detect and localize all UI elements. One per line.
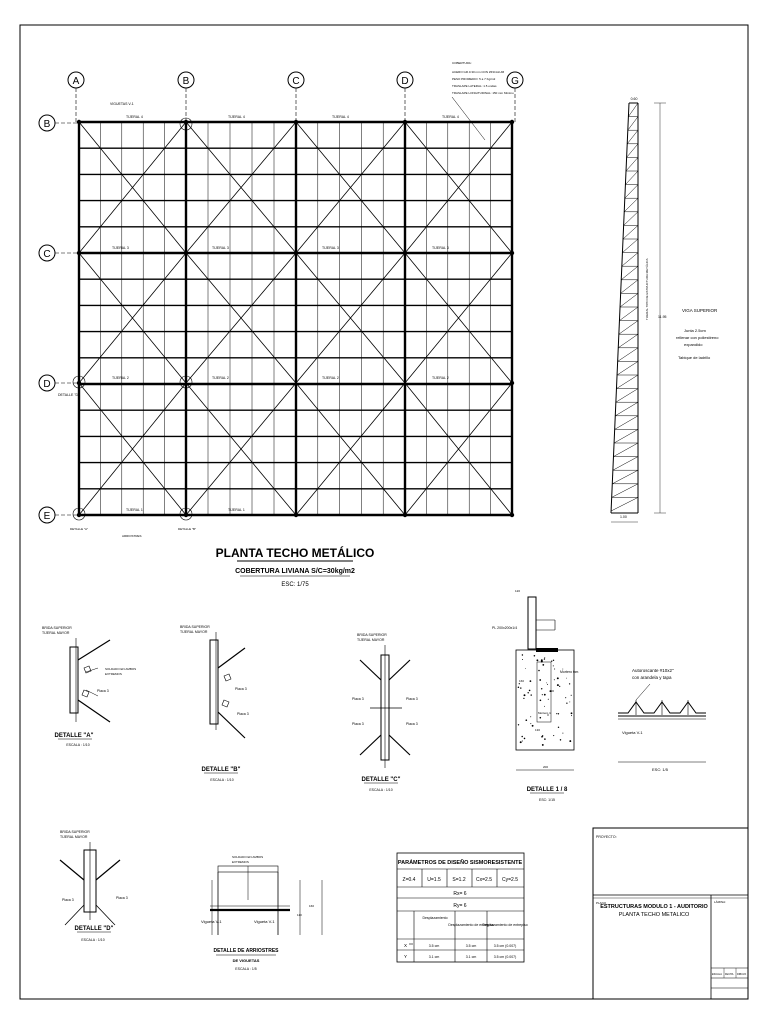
- arriostres-note: 110: [297, 913, 302, 917]
- column-axis-b-label: B: [182, 76, 190, 87]
- elevation-note: Tabique de ladrillo: [678, 355, 711, 360]
- column-axis-a-label: A: [72, 76, 80, 87]
- row-axis-c: [39, 245, 78, 261]
- concrete-hatch-dot: [522, 740, 523, 741]
- detail-b-note: BRIDA SUPERIOR: [180, 625, 210, 629]
- detail-1-8-note: 160: [519, 679, 525, 683]
- detail-1-8-note: 130: [535, 728, 541, 732]
- cover-notes: [452, 61, 514, 140]
- beam-label: TIJERAL 3: [212, 246, 229, 250]
- row-axis-e-label: E: [43, 511, 51, 522]
- concrete-hatch-dot: [519, 683, 520, 684]
- cover-note: TRASLAPE LATERAL: 1.5 ondas: [452, 84, 497, 88]
- concrete-hatch-dot: [540, 699, 542, 701]
- arriostres-subtitle: DE VIGUETAS: [232, 958, 260, 963]
- concrete-hatch-dot: [521, 736, 523, 738]
- detail-1-8: [492, 589, 579, 802]
- concrete-hatch-dot: [571, 712, 573, 714]
- detail-d-title: DETALLE "D": [74, 926, 114, 932]
- seismic-param: Cx=2.5: [476, 877, 492, 883]
- concrete-hatch-dot: [540, 717, 542, 719]
- seismic-col-head: Desplazamiento de entrepiso: [448, 923, 494, 927]
- elevation-height-dim: 11.95: [658, 315, 667, 319]
- concrete-hatch-dot: [534, 655, 536, 657]
- elevation-chord: [611, 103, 629, 513]
- concrete-hatch-dot: [553, 665, 554, 666]
- seismic-axis-x: X: [404, 943, 408, 948]
- column-axis-c: [288, 72, 304, 122]
- concrete-hatch-dot: [531, 694, 532, 695]
- cover-profile-note: con arandela y tapa: [632, 675, 672, 680]
- seismic-param: U=1.5: [427, 877, 441, 883]
- elevation-web: [621, 266, 638, 280]
- concrete-hatch-dot: [562, 733, 563, 734]
- row-axis-e: [39, 507, 78, 523]
- concrete-hatch-dot: [565, 697, 566, 698]
- roof-plan: [39, 61, 523, 588]
- concrete-hatch-dot: [548, 699, 549, 700]
- elevation-web: [627, 130, 638, 144]
- plan-bottom-note: DETALLE "A": [70, 527, 89, 531]
- elevation-web: [621, 280, 638, 294]
- arriostres-note: EXTREMOS: [232, 860, 249, 864]
- top-left-note: VIGUETAS V-1: [110, 102, 134, 106]
- seismic-value: 3.1 cm: [428, 955, 440, 959]
- beam-label: TIJERAL 3: [322, 246, 339, 250]
- row-axis-b: [39, 115, 78, 131]
- plan-title: PLANTA TECHO METÁLICO: [215, 546, 375, 560]
- concrete-hatch: [518, 654, 573, 746]
- elevation-web: [623, 225, 638, 239]
- cover-note: ACERO GR.0.30 mm CON ZINCALUM: [452, 70, 505, 74]
- detail-c-note: TIJERAL MAYOR: [357, 638, 385, 642]
- elevation-web: [628, 103, 638, 117]
- concrete-hatch-dot: [554, 679, 555, 680]
- cover-note: PESO PROMEDIO: 5 a 7 Kg/m2: [452, 77, 496, 81]
- elevation-web: [612, 470, 638, 484]
- detail-a: [42, 626, 136, 747]
- title-block-project-label: PROYECTO:: [596, 835, 617, 839]
- elevation-web: [615, 402, 638, 416]
- concrete-hatch-dot: [544, 706, 545, 707]
- concrete-hatch-dot: [557, 684, 559, 686]
- seismic-axis-y: Y: [404, 954, 408, 959]
- sheet-border: [20, 25, 748, 999]
- seismic-param: S=1.2: [452, 877, 466, 883]
- seismic-table: [397, 853, 528, 962]
- elevation-web: [614, 429, 638, 443]
- detail-1-8-note: PL 200x200x1/4: [492, 626, 518, 630]
- detail-1-8-scale: ESC: 1/15: [539, 798, 555, 802]
- concrete-hatch-dot: [529, 690, 531, 692]
- detail-d-note: Placa 3: [62, 898, 74, 902]
- concrete-hatch-dot: [546, 682, 547, 683]
- concrete-hatch-dot: [542, 694, 543, 695]
- detail-d-note: BRIDA SUPERIOR: [60, 830, 90, 834]
- concrete-hatch-dot: [544, 657, 545, 658]
- detail-a-note: SOLDADO EN AMBOS: [105, 667, 137, 671]
- seismic-param: Z=0.4: [402, 877, 416, 883]
- arriostres-title: DETALLE DE ARRIOSTRES: [213, 948, 279, 954]
- seismic-value: 3.5 cm: [465, 944, 477, 948]
- elevation-web: [611, 497, 638, 511]
- concrete-hatch-dot: [527, 692, 528, 693]
- seismic-ry: Ry= 6: [453, 903, 467, 909]
- column-axis-a: [68, 72, 84, 122]
- concrete-hatch-dot: [520, 741, 522, 743]
- plan-scale: ESC: 1/75: [281, 582, 309, 588]
- concrete-hatch-dot: [525, 668, 526, 669]
- elevation-web: [617, 361, 638, 375]
- elevation-web: [616, 389, 638, 403]
- concrete-hatch-dot: [557, 677, 559, 679]
- beam-label: TIJERAL 3: [112, 246, 129, 250]
- elevation-note: Junta 2.5cm: [684, 328, 706, 333]
- seismic-value: 3.5 cm (0.007): [493, 955, 517, 959]
- concrete-hatch-dot: [559, 686, 560, 687]
- elevation-web: [613, 457, 638, 471]
- concrete-hatch-dot: [525, 719, 527, 721]
- row-axis-d-label: D: [43, 379, 51, 390]
- plan-bottom-note: DETALLE "B": [178, 527, 197, 531]
- concrete-hatch-dot: [541, 688, 542, 689]
- detail-d-note: Placa 3: [116, 896, 128, 900]
- arriostres-note: Vigueta V-1: [201, 919, 222, 924]
- detail-b-note: TIJERAL MAYOR: [180, 630, 208, 634]
- beam-label: TIJERAL 2: [212, 376, 229, 380]
- detail-arriostres: [201, 855, 322, 971]
- elevation-web: [619, 321, 638, 335]
- concrete-hatch-dot: [542, 664, 544, 666]
- concrete-hatch-dot: [538, 670, 540, 672]
- concrete-hatch-dot: [518, 686, 520, 688]
- elevation-web: [620, 293, 638, 307]
- concrete-hatch-dot: [539, 679, 541, 681]
- detail-c-note: Placa 3: [352, 697, 364, 701]
- concrete-hatch-dot: [522, 654, 523, 655]
- beam-label: TIJERAL 2: [112, 376, 129, 380]
- concrete-hatch-dot: [547, 684, 548, 685]
- seismic-param: Cy=2.5: [502, 877, 518, 883]
- detail-b-note: Placa 3: [235, 687, 247, 691]
- concrete-hatch-dot: [524, 738, 526, 740]
- row-axis-b-label: B: [43, 119, 51, 130]
- plan-side-note: DETALLE "D": [58, 393, 80, 397]
- arriostres-scale: ESCALA : 1/5: [235, 967, 257, 971]
- elevation-web: [618, 348, 638, 362]
- title-block-plan-label: PLANO: [596, 901, 607, 905]
- cover-profile-scale: ESC: 1/5: [651, 767, 669, 772]
- title-block-small: FECHA: [725, 973, 734, 976]
- elevation-web: [619, 307, 638, 321]
- concrete-hatch-dot: [551, 661, 552, 662]
- detail-c-note: Placa 3: [406, 697, 418, 701]
- detail-d: [60, 830, 128, 942]
- elevation-note: expandido: [684, 342, 703, 347]
- elevation-note: VIGA SUPERIOR: [682, 308, 718, 313]
- concrete-hatch-dot: [566, 703, 567, 704]
- elevation-web: [612, 484, 638, 498]
- concrete-hatch-dot: [553, 660, 554, 661]
- concrete-hatch-dot: [571, 695, 572, 696]
- cover-profile-note: Vigueta V-1: [622, 730, 643, 735]
- elevation-vertical-note: TIJERAL TIPO DE ESTRUCTURA METÁLICA: [645, 258, 649, 320]
- concrete-hatch-dot: [536, 659, 538, 661]
- title-block-small: DIBUJO: [737, 973, 747, 976]
- seismic-col-head: Desplazamiento de entrepiso: [482, 923, 528, 927]
- elevation-web: [625, 171, 638, 185]
- detail-c: [352, 633, 418, 792]
- seismic-table-title: PARÁMETROS DE DISEÑO SISMORESISTENTE: [397, 860, 523, 866]
- detail-c-note: BRIDA SUPERIOR: [357, 633, 387, 637]
- plan-bottom-note: ARRIOSTRES: [122, 534, 142, 538]
- concrete-hatch-dot: [544, 738, 546, 740]
- column-axis-g-label: G: [511, 76, 519, 87]
- elevation-web: [622, 253, 638, 267]
- concrete-hatch-dot: [524, 694, 526, 696]
- cover-note: COBERTURA:: [452, 61, 472, 65]
- concrete-hatch-dot: [520, 687, 521, 688]
- detail-1-8-note: Mortero tarr.: [560, 670, 580, 674]
- concrete-hatch-dot: [532, 725, 534, 727]
- arriostres-note: SOLDADO EN AMBOS: [232, 855, 264, 859]
- detail-1-8-note: 200: [543, 765, 549, 769]
- elevation-web: [622, 239, 638, 253]
- detail-c-scale: ESCALA : 1/10: [369, 788, 393, 792]
- beam-label: TIJERAL 1: [228, 508, 245, 512]
- beam-label: TIJERAL 4: [228, 115, 245, 119]
- concrete-hatch-dot: [553, 735, 554, 736]
- seismic-value: 3.5 cm: [428, 944, 440, 948]
- concrete-hatch-dot: [542, 744, 544, 746]
- title-block: [593, 828, 748, 999]
- concrete-hatch-dot: [571, 715, 572, 716]
- column-axis-b: [178, 72, 194, 122]
- concrete-hatch-dot: [544, 658, 545, 659]
- concrete-hatch-dot: [518, 724, 519, 725]
- detail-c-note: Placa 3: [406, 722, 418, 726]
- detail-b-note: Placa 3: [237, 712, 249, 716]
- concrete-hatch-dot: [530, 716, 531, 717]
- detail-1-8-note: Mortero 1: [538, 711, 551, 715]
- detail-1-8-title: DETALLE 1 / 8: [526, 787, 568, 793]
- detail-a-title: DETALLE "A": [54, 733, 94, 739]
- seismic-col-head: Desplazamiento: [422, 916, 448, 920]
- elevation-web: [615, 416, 638, 430]
- plan-subtitle: COBERTURA LIVIANA S/C=30kg/m2: [235, 568, 355, 575]
- elevation-web: [626, 157, 638, 171]
- cover-note: TRASLAPE LONGITUDINAL: 150 mm Mínimo: [452, 91, 514, 95]
- column-axis-c-label: C: [292, 76, 300, 87]
- seismic-rx: Rx= 6: [453, 891, 467, 897]
- beam-label: TIJERAL 4: [442, 115, 459, 119]
- row-axis-c-label: C: [43, 249, 51, 260]
- arriostres-note: Vigueta V-1: [254, 919, 275, 924]
- concrete-hatch-dot: [541, 736, 543, 738]
- detail-1-8-note: 120: [515, 589, 521, 593]
- concrete-hatch-dot: [554, 668, 555, 669]
- plan-grid: [79, 122, 512, 515]
- detail-a-note: TIJERAL MAYOR: [42, 631, 70, 635]
- detail-a-note: Placa 3: [97, 689, 109, 693]
- elevation-web: [627, 144, 638, 158]
- detail-b-title: DETALLE "B": [201, 767, 241, 773]
- concrete-hatch-dot: [556, 713, 557, 714]
- elevation-web: [624, 212, 638, 226]
- title-block-sheet-subtitle: PLANTA TECHO METALICO: [618, 912, 690, 918]
- concrete-hatch-dot: [558, 727, 559, 728]
- concrete-hatch-dot: [522, 659, 523, 660]
- title-block-sheet-title: ESTRUCTURAS MODULO 1 - AUDITORIO: [600, 904, 708, 910]
- concrete-hatch-dot: [569, 701, 570, 702]
- concrete-hatch-dot: [569, 740, 571, 742]
- cover-profile-note: Autoroscante #10x2": [632, 668, 674, 673]
- detail-a-scale: ESCALA : 1/10: [66, 743, 90, 747]
- elevation-web: [624, 198, 638, 212]
- arriostres-note: 160: [309, 904, 315, 908]
- row-axis-d: [39, 375, 78, 391]
- beam-label: TIJERAL 2: [322, 376, 339, 380]
- concrete-hatch-dot: [560, 739, 561, 740]
- seismic-value: 3.5 cm (0.007): [493, 944, 517, 948]
- detail-d-note: TIJERAL MAYOR: [60, 835, 88, 839]
- detail-c-note: Placa 3: [352, 722, 364, 726]
- elevation-web: [613, 443, 638, 457]
- elevation-web: [618, 334, 638, 348]
- column-axis-d-label: D: [401, 76, 409, 87]
- column-axis-d: [397, 72, 413, 122]
- truss-elevation: [611, 97, 719, 522]
- elevation-top-dim: 0.60: [630, 97, 638, 101]
- beam-label: TIJERAL 1: [126, 508, 143, 512]
- detail-a-note: EXTREMOS: [105, 672, 122, 676]
- detail-a-note: BRIDA SUPERIOR: [42, 626, 72, 630]
- concrete-hatch-dot: [523, 698, 524, 699]
- seismic-value: 3.1 cm: [465, 955, 477, 959]
- concrete-hatch-dot: [566, 678, 567, 679]
- detail-b: [180, 625, 249, 782]
- elevation-bottom-dim: 1.00: [620, 515, 627, 519]
- elevation-web: [616, 375, 638, 389]
- beam-label: TIJERAL 4: [332, 115, 349, 119]
- concrete-hatch-dot: [530, 723, 531, 724]
- detail-b-scale: ESCALA : 1/10: [210, 778, 234, 782]
- concrete-hatch-dot: [530, 680, 532, 682]
- beam-label: TIJERAL 4: [126, 115, 143, 119]
- concrete-hatch-dot: [544, 694, 546, 696]
- detail-d-scale: ESCALA : 1/10: [81, 938, 105, 942]
- beam-label: TIJERAL 2: [432, 376, 449, 380]
- column-axis-g: [507, 72, 523, 122]
- title-block-sheet-code-label: LÁMINA:: [714, 900, 727, 904]
- detail-1-8-note: 400: [549, 689, 555, 693]
- elevation-web: [628, 117, 638, 131]
- cover-profile-detail: [618, 668, 706, 772]
- concrete-hatch-dot: [558, 713, 559, 714]
- concrete-hatch-dot: [569, 683, 570, 684]
- elevation-note: rellenar con poliestireno: [676, 335, 719, 340]
- elevation-truss: [611, 103, 666, 522]
- beam-label: TIJERAL 3: [432, 246, 449, 250]
- elevation-web: [625, 185, 638, 199]
- title-block-small: ESCALA: [712, 973, 722, 976]
- detail-c-title: DETALLE "C": [361, 777, 401, 783]
- concrete-hatch-dot: [541, 659, 543, 661]
